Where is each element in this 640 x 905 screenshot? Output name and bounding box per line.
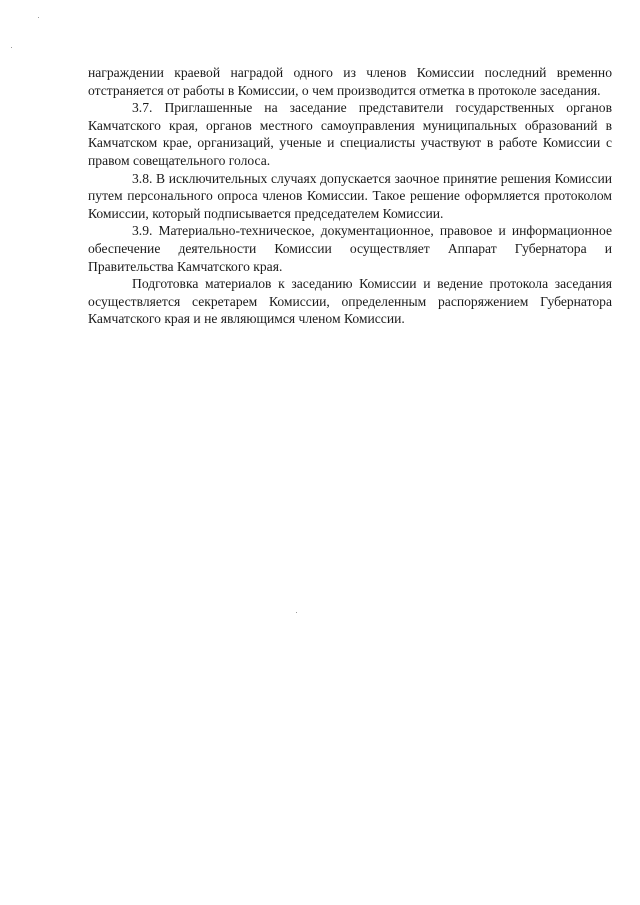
paragraph-continuation: награждении краевой наградой одного из членов Комиссии последний временно отстраняется от работы в Комиссии, о чем производится отметка в протоколе заседания. — [88, 65, 612, 98]
paragraph-clause-3-9-support: Подготовка материалов к заседанию Комиссии и ведение протокола заседания осуществляется секретарем Комиссии, определенным распоряжением Губернатора Камчатского края и не являющимся членом Комиссии. — [88, 276, 612, 327]
scan-speck — [296, 612, 297, 613]
scan-speck — [38, 17, 39, 18]
document-body — [88, 64, 612, 328]
scan-speck — [11, 47, 12, 48]
paragraph-clause-3-8: 3.8. В исключительных случаях допускается заочное принятие решения Комиссии путем персонального опроса членов Комиссии. Такое решение оформляется протоколом Комиссии, который подписывается председателем Комиссии. — [88, 170, 612, 221]
paragraph-clause-3-7: 3.7. Приглашенные на заседание представители государственных органов Камчатского края, органов местного самоуправления муниципальных образований в Камчатском крае, организаций, ученые и специалисты участвуют в работе Комиссии с правом совещательного голоса. — [88, 100, 612, 168]
paragraph-clause-3-9: 3.9. Материально-техническое, документационное, правовое и информационное обеспечение деятельности Комиссии осуществляет Аппарат Губернатора и Правительства Камчатского края. — [88, 223, 612, 274]
